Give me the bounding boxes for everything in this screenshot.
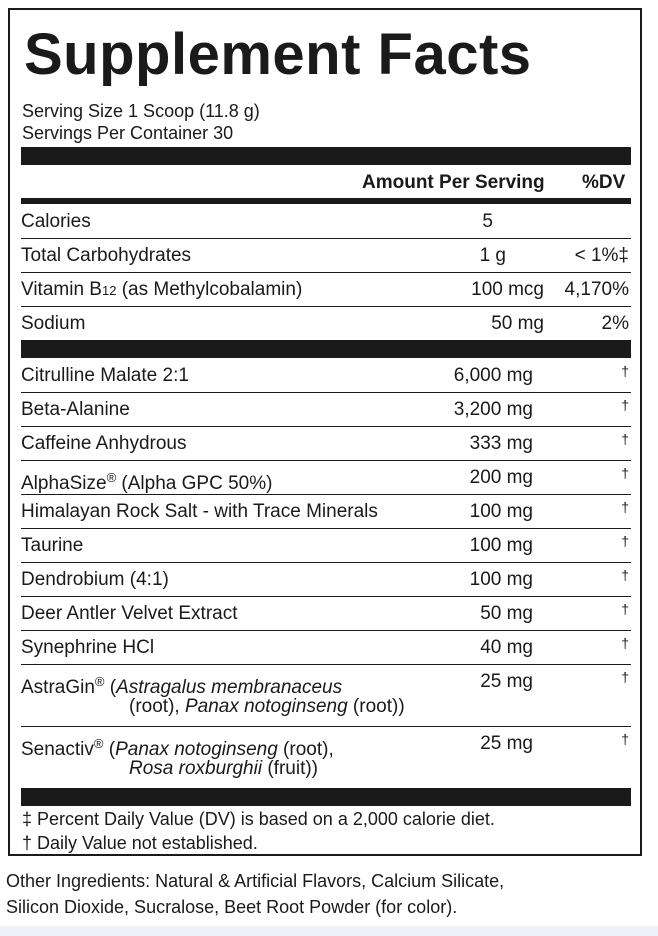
other-ingredients-line: Silicon Dioxide, Sucralose, Beet Root Powder (for color). (6, 897, 458, 917)
ingredient-amount: 100 mg (469, 501, 533, 522)
ingredient-amount: 100 mg (469, 535, 533, 556)
ingredient-row (21, 630, 631, 664)
nutrient-name: Total Carbohydrates (21, 245, 192, 266)
ingredient-row (21, 528, 631, 562)
ingredient-amount: 25 mg (480, 733, 533, 754)
nutrient-amount: 1 g (479, 245, 506, 266)
nutrient-row (21, 272, 631, 306)
ingredient-row (21, 392, 631, 426)
dagger-mark: † (621, 363, 629, 379)
dagger-mark: † (621, 567, 629, 583)
ingredient-amount: 50 mg (480, 603, 533, 624)
other-ingredients (6, 868, 504, 920)
nutrient-row (21, 238, 631, 272)
thick-divider (21, 788, 631, 806)
ingredient-name: AlphaSize® (Alpha GPC 50%) (21, 470, 273, 494)
ingredient-amount: 3,200 mg (453, 399, 533, 420)
ingredient-name: Citrulline Malate 2:1 (21, 365, 189, 386)
ingredient-name: Senactiv® (Panax notoginseng (root), (21, 736, 334, 760)
thick-divider (21, 340, 631, 358)
nutrient-row (21, 204, 631, 238)
servings-per-container: Servings Per Container 30 (22, 123, 234, 143)
ingredient-name: Dendrobium (4:1) (21, 569, 169, 590)
nutrient-name: Calories (21, 211, 91, 232)
ingredient-name-cont: Rosa roxburghii (fruit)) (129, 758, 319, 779)
ingredient-row (21, 562, 631, 596)
ingredient-name: Synephrine HCl (21, 637, 155, 658)
dagger-mark: † (621, 635, 629, 651)
nutrient-name: Sodium (21, 313, 86, 334)
ingredient-amount: 40 mg (480, 637, 533, 658)
supplement-facts-panel (8, 8, 642, 856)
dagger-mark: † (621, 499, 629, 515)
nutrient-dv: 4,170% (564, 279, 629, 300)
dagger-mark: † (621, 465, 629, 481)
nutrient-dv: < 1%‡ (574, 245, 629, 266)
ingredient-row (21, 494, 631, 528)
nutrient-row (21, 306, 631, 340)
dagger-mark: † (621, 669, 629, 685)
ingredient-row (21, 664, 631, 726)
ingredient-amount: 100 mg (469, 569, 533, 590)
footnote-not-established: † Daily Value not established. (22, 833, 258, 853)
panel-title: Supplement Facts (24, 22, 532, 87)
nutrient-dv: 2% (601, 313, 629, 334)
other-ingredients-line: Other Ingredients: Natural & Artificial Flavors, Calcium Silicate, (6, 871, 505, 891)
ingredient-amount: 6,000 mg (453, 365, 533, 386)
ingredient-row (21, 726, 631, 788)
bottom-strip (0, 926, 658, 936)
footnote-dv: ‡ Percent Daily Value (DV) is based on a 2,000 calorie diet. (22, 809, 495, 829)
ingredient-row (21, 596, 631, 630)
ingredient-amount: 200 mg (469, 467, 533, 488)
ingredient-amount: 25 mg (480, 671, 533, 692)
dagger-mark: † (621, 731, 629, 747)
nutrient-name: Vitamin B12 (as Methylcobalamin) (21, 279, 303, 300)
ingredient-name: Beta-Alanine (21, 399, 130, 420)
nutrient-amount: 50 mg (491, 313, 544, 334)
ingredient-name: Himalayan Rock Salt - with Trace Minerals (21, 501, 378, 522)
dagger-mark: † (621, 397, 629, 413)
serving-size: Serving Size 1 Scoop (11.8 g) (22, 101, 260, 121)
dagger-mark: † (621, 431, 629, 447)
ingredient-name: AstraGin® (Astragalus membranaceus (21, 674, 343, 698)
nutrient-amount: 100 mcg (471, 279, 544, 300)
ingredient-row (21, 358, 631, 392)
amount-per-serving-header: Amount Per Serving (362, 172, 545, 193)
nutrient-amount: 5 (482, 211, 493, 232)
ingredient-row (21, 426, 631, 460)
ingredient-name: Caffeine Anhydrous (21, 433, 187, 454)
dagger-mark: † (621, 601, 629, 617)
dagger-mark: † (621, 533, 629, 549)
ingredient-name: Taurine (21, 535, 84, 556)
ingredient-row (21, 460, 631, 494)
thick-divider (21, 147, 631, 165)
ingredient-amount: 333 mg (469, 433, 533, 454)
ingredient-name-cont: (root), Panax notoginseng (root)) (129, 696, 405, 717)
dv-header: %DV (582, 172, 626, 193)
ingredient-name: Deer Antler Velvet Extract (21, 603, 238, 624)
